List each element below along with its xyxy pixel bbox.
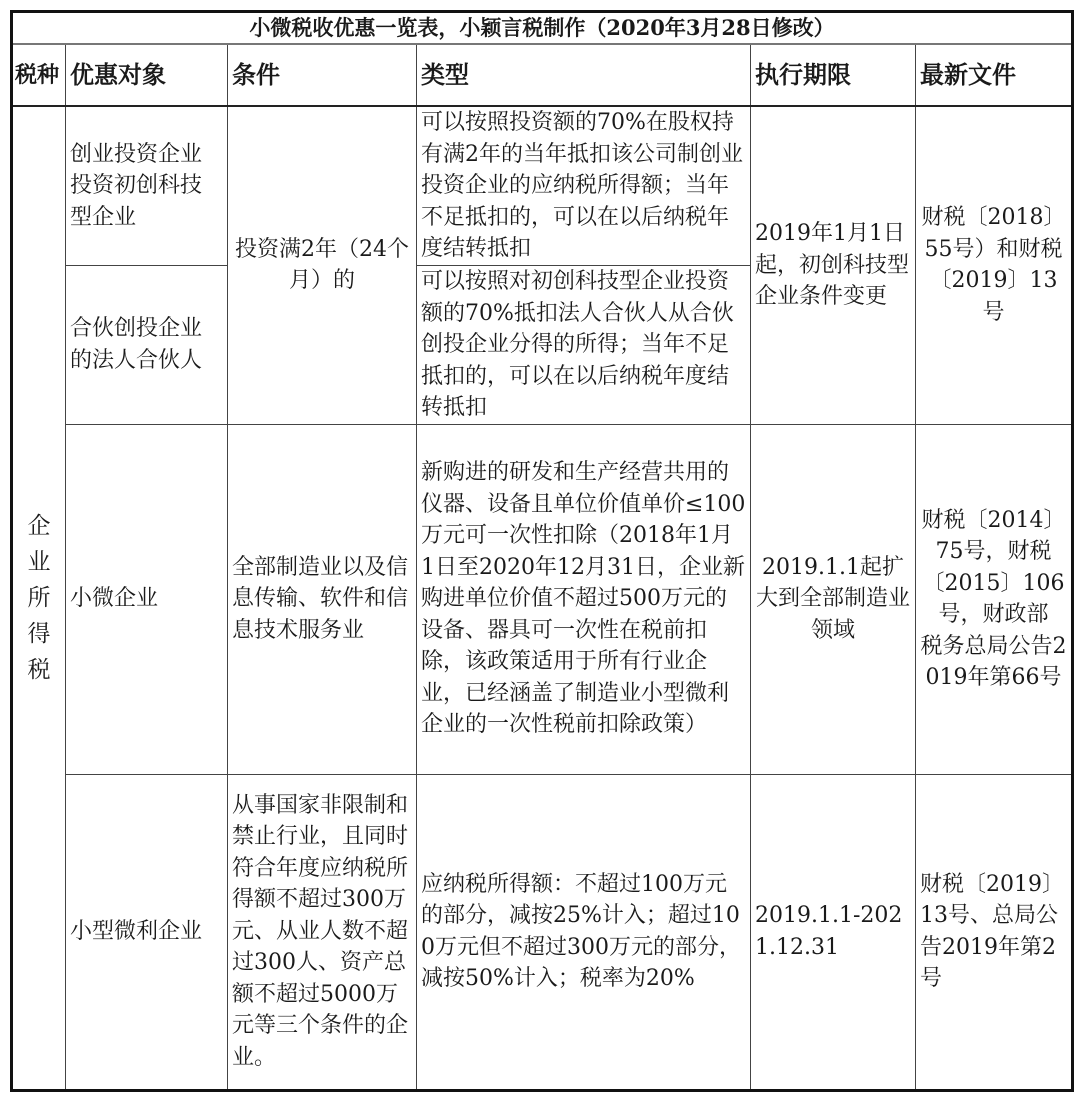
tax-type-value: 企业所得税	[27, 512, 51, 683]
header-tax-type: 税种	[12, 44, 66, 106]
condition-cell: 投资满2年（24个月）的	[228, 106, 417, 424]
header-document: 最新文件	[916, 44, 1073, 106]
period-cell: 2019.1.1起扩大到全部制造业领域	[751, 424, 916, 774]
table-title: 小微税收优惠一览表，小颖言税制作（2020年3月28日修改）	[12, 12, 1073, 45]
condition-cell: 全部制造业以及信息传输、软件和信息技术服务业	[228, 424, 417, 774]
type-cell: 新购进的研发和生产经营共用的仪器、设备且单位价值单价≤100万元可一次性扣除（2018年1月1日至2020年12月31日，企业新购进单位价值不超过500万元的设备、器具可一次性在税前扣除，该政策适用于所有行业企业，已经涵盖了制造业小型微利企业的一次性税前扣除政策）	[417, 424, 751, 774]
table-row	[12, 106, 1073, 266]
document-cell: 财税〔2019〕13号、总局公告2019年第2号	[916, 774, 1073, 1090]
table-row	[12, 774, 1073, 1090]
beneficiary-cell: 合伙创投企业的法人合伙人	[66, 266, 228, 425]
period-cell: 2019年1月1日起，初创科技型企业条件变更	[751, 106, 916, 424]
condition-cell: 从事国家非限制和禁止行业，且同时符合年度应纳税所得额不超过300万元、从业人数不超过300人、资产总额不超过5000万元等三个条件的企业。	[228, 774, 417, 1090]
document-cell: 财税〔2018〕55号）和财税〔2019〕13号	[916, 106, 1073, 424]
tax-preference-sheet	[10, 10, 1070, 1091]
type-cell: 应纳税所得额：不超过100万元的部分，减按25%计入；超过100万元但不超过300万元的部分，减按50%计入；税率为20%	[417, 774, 751, 1090]
type-cell: 可以按照对初创科技型企业投资额的70%抵扣法人合伙人从合伙创投企业分得的所得；当年不足抵扣的，可以在以后纳税年度结转抵扣	[417, 266, 751, 425]
beneficiary-cell: 小微企业	[66, 424, 228, 774]
title-row	[12, 12, 1073, 45]
document-cell: 财税〔2014〕75号，财税〔2015〕106号，财政部 税务总局公告2019年第66号	[916, 424, 1073, 774]
period-cell: 2019.1.1-2021.12.31	[751, 774, 916, 1090]
table-row	[12, 424, 1073, 774]
tax-preference-table	[10, 10, 1074, 1092]
header-row	[12, 44, 1073, 106]
header-period: 执行期限	[751, 44, 916, 106]
header-type: 类型	[417, 44, 751, 106]
type-cell: 可以按照投资额的70%在股权持有满2年的当年抵扣该公司制创业投资企业的应纳税所得额；当年不足抵扣的，可以在以后纳税年度结转抵扣	[417, 106, 751, 266]
tax-type-cell	[12, 106, 66, 1090]
header-beneficiary: 优惠对象	[66, 44, 228, 106]
header-condition: 条件	[228, 44, 417, 106]
beneficiary-cell: 小型微利企业	[66, 774, 228, 1090]
beneficiary-cell: 创业投资企业投资初创科技型企业	[66, 106, 228, 266]
